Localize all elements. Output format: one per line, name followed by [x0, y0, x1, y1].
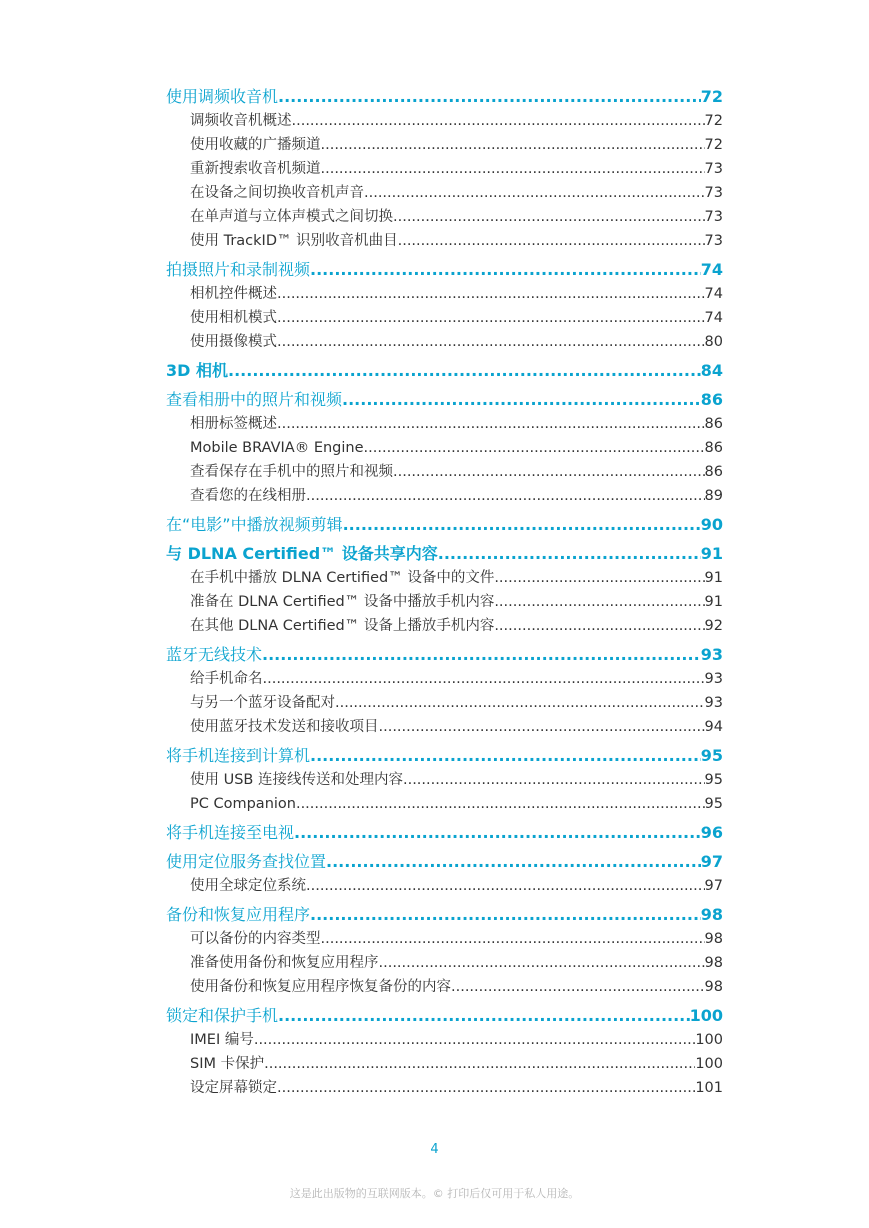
toc-section-entry[interactable] [166, 85, 723, 109]
toc-item-entry[interactable] [166, 1028, 723, 1052]
toc-item-page: 80 [704, 334, 723, 350]
toc-item-entry[interactable] [166, 484, 723, 508]
toc-item-page: 93 [704, 695, 723, 711]
toc-leader-dots [403, 768, 705, 792]
toc-item-entry[interactable] [166, 282, 723, 306]
toc-section-entry[interactable] [166, 388, 723, 412]
toc-item-page: 72 [704, 113, 723, 129]
toc-item-title: 与另一个蓝牙设备配对 [190, 695, 335, 711]
toc-item-title: 给手机命名 [190, 671, 263, 687]
toc-leader-dots [451, 975, 705, 999]
toc-leader-dots [379, 715, 705, 739]
toc-item-entry[interactable] [166, 590, 723, 614]
toc-section-title: 在“电影”中播放视频剪辑 [166, 515, 343, 534]
toc-leader-dots [343, 513, 701, 537]
toc-leader-dots [393, 460, 705, 484]
toc-item-page: 94 [704, 719, 723, 735]
toc-section-page: 86 [700, 390, 723, 409]
toc-item-entry[interactable] [166, 205, 723, 229]
toc-leader-dots [494, 590, 704, 614]
toc-leader-dots [278, 1004, 690, 1028]
toc-leader-dots [393, 205, 705, 229]
toc-leader-dots [342, 388, 701, 412]
toc-section-page: 91 [700, 544, 723, 563]
toc-item-entry[interactable] [166, 566, 723, 590]
toc-leader-dots [306, 484, 705, 508]
toc-item-title: 使用全球定位系统 [190, 878, 306, 894]
toc-item-entry[interactable] [166, 1076, 723, 1100]
toc-item-entry[interactable] [166, 157, 723, 181]
toc-item-entry[interactable] [166, 951, 723, 975]
toc-item-page: 74 [704, 310, 723, 326]
toc-section-title: 将手机连接到计算机 [166, 746, 311, 765]
toc-item-page: 92 [704, 618, 723, 634]
footer-note: 这是此出版物的互联网版本。© 打印后仅可用于私人用途。 [289, 1187, 580, 1200]
toc-item-title: 在单声道与立体声模式之间切换 [190, 209, 393, 225]
toc-item-page: 86 [704, 464, 723, 480]
toc-item-title: 使用摄像模式 [190, 334, 277, 350]
toc-leader-dots [321, 157, 705, 181]
toc-section-title: 蓝牙无线技术 [166, 645, 263, 664]
toc-leader-dots [326, 850, 701, 874]
toc-leader-dots [364, 181, 705, 205]
toc-item-title: PC Companion [190, 796, 296, 812]
toc-item-title: 调频收音机概述 [190, 113, 292, 129]
table-of-contents [166, 80, 723, 1100]
toc-section-entry[interactable] [166, 821, 723, 845]
toc-item-title: 使用收藏的广播频道 [190, 137, 321, 153]
toc-section-entry[interactable] [166, 542, 723, 566]
toc-leader-dots [364, 436, 705, 460]
toc-item-page: 74 [704, 286, 723, 302]
toc-leader-dots [321, 133, 705, 157]
toc-item-title: 准备使用备份和恢复应用程序 [190, 955, 379, 971]
toc-item-entry[interactable] [166, 792, 723, 816]
toc-leader-dots [398, 229, 705, 253]
toc-section-entry[interactable] [166, 1004, 723, 1028]
toc-item-page: 100 [695, 1056, 723, 1072]
toc-item-title: 准备在 DLNA Certified™ 设备中播放手机内容 [190, 594, 495, 610]
toc-section-page: 97 [700, 852, 723, 871]
toc-item-page: 91 [704, 570, 723, 586]
toc-section-entry[interactable] [166, 258, 723, 282]
toc-item-entry[interactable] [166, 330, 723, 354]
toc-section-page: 72 [700, 87, 723, 106]
toc-item-page: 100 [695, 1032, 723, 1048]
toc-item-entry[interactable] [166, 715, 723, 739]
toc-section-title: 备份和恢复应用程序 [166, 905, 311, 924]
toc-leader-dots [277, 412, 705, 436]
toc-leader-dots [277, 282, 705, 306]
toc-leader-dots [335, 691, 705, 715]
toc-item-page: 95 [704, 796, 723, 812]
toc-item-page: 86 [704, 440, 723, 456]
toc-leader-dots [310, 903, 701, 927]
toc-section-page: 90 [700, 515, 723, 534]
toc-item-title: 在设备之间切换收音机声音 [190, 185, 364, 201]
toc-item-title: 查看保存在手机中的照片和视频 [190, 464, 393, 480]
toc-section-page: 95 [700, 746, 723, 765]
toc-item-entry[interactable] [166, 614, 723, 638]
toc-item-page: 73 [704, 161, 723, 177]
toc-leader-dots [321, 927, 705, 951]
toc-item-page: 91 [704, 594, 723, 610]
toc-leader-dots [494, 614, 704, 638]
toc-item-title: 相机控件概述 [190, 286, 277, 302]
toc-item-entry[interactable] [166, 181, 723, 205]
toc-leader-dots [310, 744, 701, 768]
toc-item-page: 95 [704, 772, 723, 788]
toc-item-title: 在其他 DLNA Certified™ 设备上播放手机内容 [190, 618, 495, 634]
toc-item-entry[interactable] [166, 1052, 723, 1076]
toc-leader-dots [254, 1028, 695, 1052]
toc-item-entry[interactable] [166, 927, 723, 951]
toc-item-page: 89 [704, 488, 723, 504]
toc-item-entry[interactable] [166, 412, 723, 436]
toc-item-title: 使用 TrackID™ 识别收音机曲目 [190, 233, 398, 249]
toc-item-title: 使用相机模式 [190, 310, 277, 326]
toc-item-title: SIM 卡保护 [190, 1056, 265, 1072]
toc-leader-dots [228, 359, 701, 383]
toc-item-title: 设定屏幕锁定 [190, 1080, 277, 1096]
toc-section-entry[interactable] [166, 903, 723, 927]
toc-leader-dots [494, 566, 704, 590]
toc-leader-dots [262, 643, 701, 667]
toc-section-title: 使用定位服务查找位置 [166, 852, 327, 871]
toc-item-title: IMEI 编号 [190, 1032, 254, 1048]
toc-section-title: 查看相册中的照片和视频 [166, 390, 343, 409]
toc-item-page: 98 [704, 955, 723, 971]
toc-leader-dots [277, 306, 705, 330]
toc-leader-dots [278, 85, 701, 109]
toc-section-entry[interactable] [166, 513, 723, 537]
toc-item-entry[interactable] [166, 306, 723, 330]
toc-item-entry[interactable] [166, 768, 723, 792]
toc-item-page: 98 [704, 979, 723, 995]
toc-leader-dots [310, 258, 701, 282]
toc-item-title: 使用 USB 连接线传送和处理内容 [190, 772, 403, 788]
toc-item-title: 查看您的在线相册 [190, 488, 306, 504]
toc-leader-dots [263, 667, 705, 691]
toc-item-page: 97 [704, 878, 723, 894]
toc-item-title: 在手机中播放 DLNA Certified™ 设备中的文件 [190, 570, 495, 586]
toc-item-entry[interactable] [166, 667, 723, 691]
toc-section-title: 锁定和保护手机 [166, 1006, 279, 1025]
toc-leader-dots [306, 874, 705, 898]
toc-item-page: 73 [704, 209, 723, 225]
toc-item-entry[interactable] [166, 975, 723, 999]
toc-item-title: 可以备份的内容类型 [190, 931, 321, 947]
toc-item-page: 86 [704, 416, 723, 432]
toc-item-entry[interactable] [166, 109, 723, 133]
toc-item-entry[interactable] [166, 691, 723, 715]
toc-section-entry[interactable] [166, 359, 723, 383]
toc-section-page: 84 [700, 361, 723, 380]
toc-item-title: 相册标签概述 [190, 416, 277, 432]
toc-item-page: 72 [704, 137, 723, 153]
toc-section-page: 96 [700, 823, 723, 842]
toc-leader-dots [438, 542, 701, 566]
toc-item-title: Mobile BRAVIA® Engine [190, 440, 364, 456]
toc-item-page: 98 [704, 931, 723, 947]
toc-section-title: 与 DLNA Certified™ 设备共享内容 [166, 544, 438, 563]
toc-section-entry[interactable] [166, 850, 723, 874]
toc-section-title: 使用调频收音机 [166, 87, 279, 106]
toc-section-title: 3D 相机 [166, 361, 228, 380]
toc-item-title: 使用蓝牙技术发送和接收项目 [190, 719, 379, 735]
toc-item-page: 101 [695, 1080, 723, 1096]
toc-leader-dots [264, 1052, 695, 1076]
toc-item-entry[interactable] [166, 436, 723, 460]
toc-leader-dots [379, 951, 705, 975]
toc-section-page: 100 [689, 1006, 723, 1025]
toc-item-page: 73 [704, 185, 723, 201]
toc-item-page: 73 [704, 233, 723, 249]
toc-section-page: 74 [700, 260, 723, 279]
toc-item-title: 使用备份和恢复应用程序恢复备份的内容 [190, 979, 451, 995]
toc-section-title: 拍摄照片和录制视频 [166, 260, 311, 279]
toc-item-page: 93 [704, 671, 723, 687]
toc-section-entry[interactable] [166, 744, 723, 768]
page-number: 4 [430, 1142, 439, 1157]
toc-section-entry[interactable] [166, 643, 723, 667]
toc-item-entry[interactable] [166, 874, 723, 898]
toc-item-title: 重新搜索收音机频道 [190, 161, 321, 177]
toc-section-title: 将手机连接至电视 [166, 823, 295, 842]
toc-leader-dots [292, 109, 705, 133]
toc-leader-dots [296, 792, 705, 816]
toc-leader-dots [294, 821, 701, 845]
toc-item-entry[interactable] [166, 229, 723, 253]
toc-section-page: 98 [700, 905, 723, 924]
toc-leader-dots [277, 1076, 695, 1100]
toc-item-entry[interactable] [166, 133, 723, 157]
toc-section-page: 93 [700, 645, 723, 664]
toc-item-entry[interactable] [166, 460, 723, 484]
toc-leader-dots [277, 330, 705, 354]
